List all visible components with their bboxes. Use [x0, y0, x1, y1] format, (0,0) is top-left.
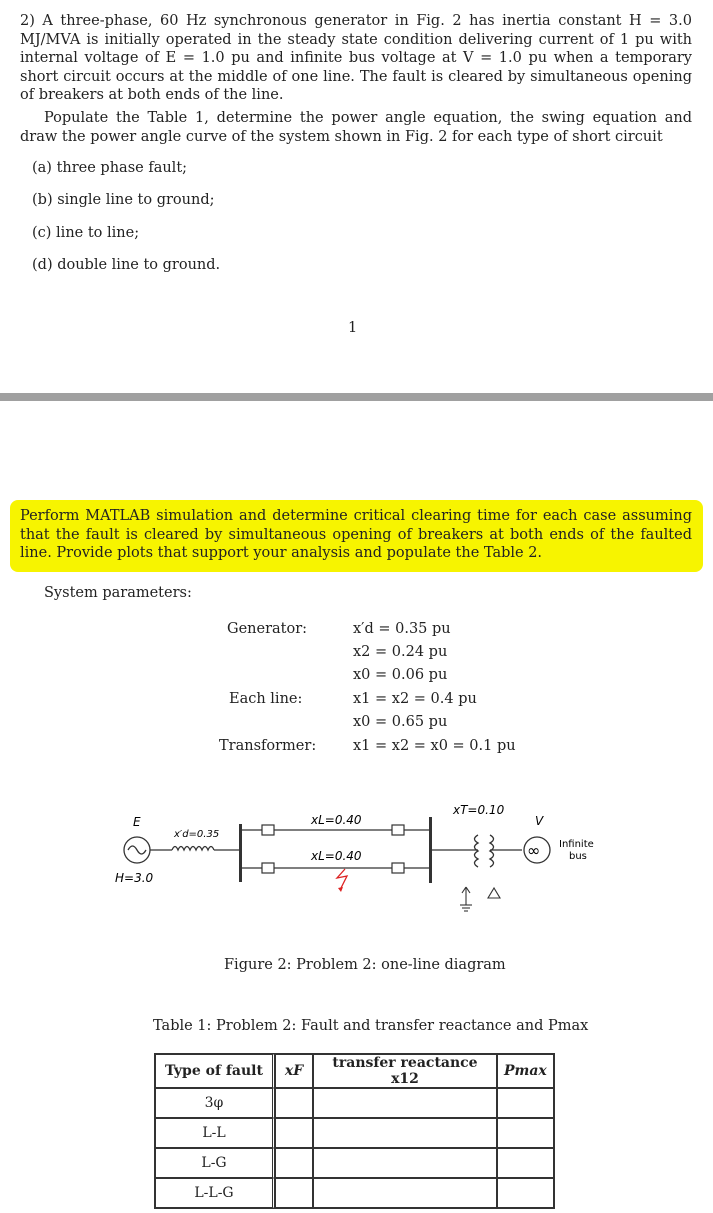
list-item-d: (d) double line to ground. [32, 257, 221, 273]
transfer-reactance-cell [313, 1118, 497, 1148]
generator-value-x2: x2 = 0.24 pu [353, 644, 448, 660]
line-bottom-reactance-label: xL=0.40 [311, 849, 362, 863]
line-value-x0: x0 = 0.65 pu [353, 714, 448, 730]
breaker-icon [262, 863, 274, 873]
xf-cell [275, 1148, 313, 1178]
breaker-icon [392, 863, 404, 873]
figure-caption: Figure 2: Problem 2: one-line diagram [224, 957, 506, 973]
generator-value-x0: x0 = 0.06 pu [353, 667, 448, 683]
list-item-a: (a) three phase fault; [32, 160, 188, 176]
transformer-reactance-label: xT=0.10 [453, 803, 505, 817]
breaker-icon [392, 825, 404, 835]
pmax-cell [497, 1118, 554, 1148]
header-type-of-fault: Type of fault [155, 1054, 275, 1088]
page-number: 1 [348, 320, 358, 336]
fault-type-cell: L-L-G [155, 1178, 275, 1208]
sine-icon [128, 846, 146, 854]
bus-bar-right [429, 817, 432, 883]
delta-icon [488, 888, 500, 898]
xf-cell [275, 1178, 313, 1208]
system-parameters-label: System parameters: [44, 585, 192, 601]
breaker-icon [262, 825, 274, 835]
inertia-label: H=3.0 [115, 871, 154, 885]
infinite-bus-label: Infinite [559, 839, 594, 850]
fault-type-cell: L-L [155, 1118, 275, 1148]
header-pmax: Pmax [497, 1054, 554, 1088]
pmax-cell [497, 1148, 554, 1178]
problem-task: Populate the Table 1, determine the power angle equation, the swing equation and draw the power angle curve of the system shown in Fig. 2 for each type of short circuit [20, 110, 692, 145]
transformer-value: x1 = x2 = x0 = 0.1 pu [353, 738, 516, 754]
transfer-reactance-cell [313, 1088, 497, 1118]
infinity-icon: ∞ [527, 841, 541, 860]
generator-label: Generator: [227, 621, 308, 637]
pmax-cell [497, 1088, 554, 1118]
fault-lightning-icon [337, 869, 347, 888]
pmax-cell [497, 1178, 554, 1208]
generator-E-label: E [133, 815, 141, 829]
table-row [155, 1148, 554, 1178]
transfer-reactance-cell [313, 1148, 497, 1178]
line-value-x1x2: x1 = x2 = 0.4 pu [353, 691, 477, 707]
header-transfer-reactance: transfer reactance x12 [313, 1054, 497, 1088]
fault-type-cell: 3φ [155, 1088, 275, 1118]
bus-bar-left [239, 824, 242, 882]
transformer-primary-coil-icon [475, 835, 479, 867]
list-item-b: (b) single line to ground; [32, 192, 215, 208]
transformer-label: Transformer: [219, 738, 317, 754]
page-divider [0, 393, 713, 401]
line-label: Each line: [229, 691, 303, 707]
one-line-diagram [0, 795, 713, 915]
bus-voltage-label: V [535, 814, 544, 828]
transformer-secondary-coil-icon [490, 835, 494, 867]
fault-table [154, 1053, 555, 1209]
reactance-coil-icon [172, 847, 214, 851]
table-header-row [155, 1054, 554, 1088]
xf-cell [275, 1118, 313, 1148]
table-row [155, 1178, 554, 1208]
problem-intro: 2) A three-phase, 60 Hz synchronous generator in Fig. 2 has inertia constant H = 3.0 MJ/MVA is initially operated in the steady state condition delivering current of 1 pu with internal voltage of E = 1.0 pu and infinite bus voltage at V = 1.0 pu when a temporary short circuit occurs at the middle of one line. The fault is cleared by simultaneous opening of breakers at both ends of the line. [20, 13, 692, 104]
fault-arrow-icon [338, 887, 343, 892]
table-row [155, 1118, 554, 1148]
table-row [155, 1088, 554, 1118]
transfer-reactance-cell [313, 1178, 497, 1208]
line-top-reactance-label: xL=0.40 [311, 813, 362, 827]
infinite-bus-label-2: bus [569, 851, 587, 862]
table-caption: Table 1: Problem 2: Fault and transfer reactance and Pmax [153, 1018, 589, 1034]
list-item-c: (c) line to line; [32, 225, 140, 241]
highlighted-instruction: Perform MATLAB simulation and determine critical clearing time for each case assuming that the fault is cleared by simultaneous opening of breakers at both ends of the faulted line. Provide plots that support your analysis and populate the Table 2. [20, 508, 692, 562]
header-xf: xF [275, 1054, 313, 1088]
generator-value-xd: x′d = 0.35 pu [353, 621, 451, 637]
xf-cell [275, 1088, 313, 1118]
fault-type-cell: L-G [155, 1148, 275, 1178]
xd-label: x′d=0.35 [174, 829, 220, 840]
